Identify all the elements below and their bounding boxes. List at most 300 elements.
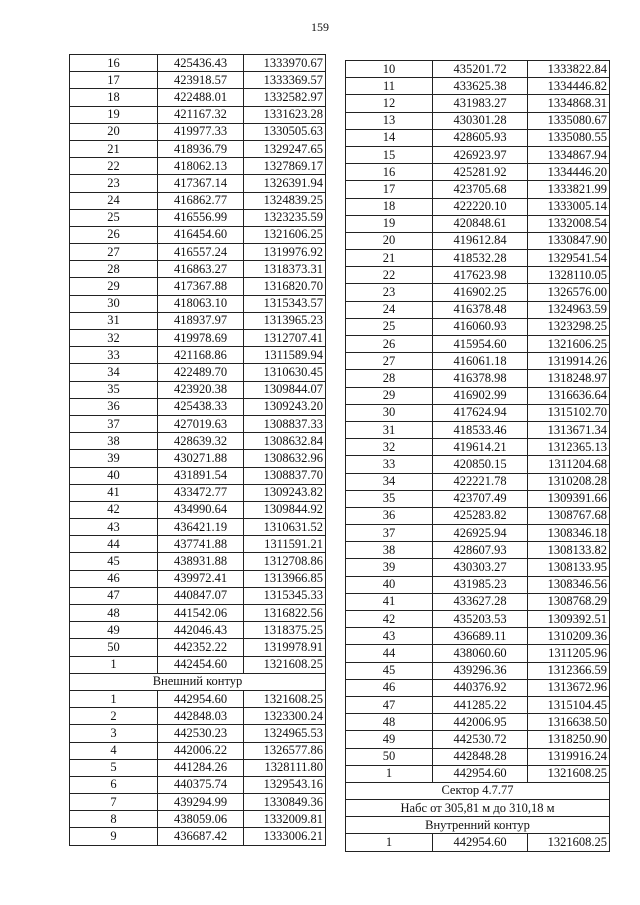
x-coordinate-cell: 433472.77 [158, 484, 244, 501]
right-table-body-lower [346, 834, 610, 851]
point-number-cell: 5 [70, 759, 158, 776]
table-row [70, 140, 326, 157]
point-number-cell: 33 [346, 456, 433, 473]
table-row [70, 261, 326, 278]
y-coordinate-cell: 1329541.54 [528, 250, 610, 267]
x-coordinate-cell: 435201.72 [433, 61, 528, 78]
table-row [70, 398, 326, 415]
x-coordinate-cell: 438060.60 [433, 645, 528, 662]
x-coordinate-cell: 418063.10 [158, 295, 244, 312]
table-row [70, 158, 326, 175]
point-number-cell: 7 [70, 794, 158, 811]
point-number-cell: 48 [346, 714, 433, 731]
y-coordinate-cell: 1330505.63 [244, 123, 326, 140]
table-row [70, 244, 326, 261]
sector-title: Сектор 4.7.77 [346, 782, 610, 799]
point-number-cell: 33 [70, 347, 158, 364]
x-coordinate-cell: 422221.78 [433, 473, 528, 490]
point-number-cell: 46 [70, 570, 158, 587]
point-number-cell: 32 [346, 439, 433, 456]
x-coordinate-cell: 415954.60 [433, 336, 528, 353]
point-number-cell: 43 [346, 628, 433, 645]
point-number-cell: 20 [346, 232, 433, 249]
y-coordinate-cell: 1333970.67 [244, 55, 326, 72]
x-coordinate-cell: 428607.93 [433, 542, 528, 559]
table-row [70, 570, 326, 587]
x-coordinate-cell: 420848.61 [433, 215, 528, 232]
y-coordinate-cell: 1330847.90 [528, 232, 610, 249]
table-row [346, 284, 610, 301]
point-number-cell: 22 [346, 267, 433, 284]
y-coordinate-cell: 1308346.18 [528, 525, 610, 542]
table-row [70, 742, 326, 759]
table-row [70, 536, 326, 553]
y-coordinate-cell: 1311204.68 [528, 456, 610, 473]
point-number-cell: 36 [70, 398, 158, 415]
point-number-cell: 29 [70, 278, 158, 295]
x-coordinate-cell: 416902.25 [433, 284, 528, 301]
table-row [346, 731, 610, 748]
x-coordinate-cell: 417367.14 [158, 175, 244, 192]
y-coordinate-cell: 1310630.45 [244, 364, 326, 381]
x-coordinate-cell: 426925.94 [433, 525, 528, 542]
table-row [70, 519, 326, 536]
y-coordinate-cell: 1316638.50 [528, 714, 610, 731]
table-row [346, 129, 610, 146]
y-coordinate-cell: 1310209.36 [528, 628, 610, 645]
table-row [70, 690, 326, 707]
table-row [346, 250, 610, 267]
table-row [346, 301, 610, 318]
point-number-cell: 20 [70, 123, 158, 140]
x-coordinate-cell: 416556.99 [158, 209, 244, 226]
x-coordinate-cell: 427019.63 [158, 415, 244, 432]
y-coordinate-cell: 1313672.96 [528, 679, 610, 696]
table-row [346, 78, 610, 95]
table-row [346, 439, 610, 456]
point-number-cell: 35 [346, 490, 433, 507]
point-number-cell: 44 [70, 536, 158, 553]
table-row [346, 456, 610, 473]
x-coordinate-cell: 418936.79 [158, 140, 244, 157]
point-number-cell: 42 [346, 611, 433, 628]
table-row [70, 776, 326, 793]
point-number-cell: 13 [346, 112, 433, 129]
y-coordinate-cell: 1313671.34 [528, 421, 610, 438]
y-coordinate-cell: 1312366.59 [528, 662, 610, 679]
point-number-cell: 26 [346, 336, 433, 353]
point-number-cell: 28 [70, 261, 158, 278]
table-row [70, 759, 326, 776]
table-row [346, 490, 610, 507]
table-row [346, 645, 610, 662]
table-row [70, 347, 326, 364]
y-coordinate-cell: 1321608.25 [528, 765, 610, 782]
table-row [346, 215, 610, 232]
table-row [346, 267, 610, 284]
table-row [70, 433, 326, 450]
point-number-cell: 23 [346, 284, 433, 301]
x-coordinate-cell: 417624.94 [433, 404, 528, 421]
y-coordinate-cell: 1308133.95 [528, 559, 610, 576]
point-number-cell: 38 [346, 542, 433, 559]
point-number-cell: 31 [70, 312, 158, 329]
x-coordinate-cell: 418062.13 [158, 158, 244, 175]
point-number-cell: 31 [346, 421, 433, 438]
point-number-cell: 46 [346, 679, 433, 696]
x-coordinate-cell: 439972.41 [158, 570, 244, 587]
point-number-cell: 38 [70, 433, 158, 450]
y-coordinate-cell: 1321608.25 [244, 690, 326, 707]
point-number-cell: 15 [346, 146, 433, 163]
y-coordinate-cell: 1316820.70 [244, 278, 326, 295]
y-coordinate-cell: 1311591.21 [244, 536, 326, 553]
table-row [70, 209, 326, 226]
x-coordinate-cell: 419977.33 [158, 123, 244, 140]
x-coordinate-cell: 422489.70 [158, 364, 244, 381]
x-coordinate-cell: 416378.48 [433, 301, 528, 318]
table-row [70, 123, 326, 140]
table-row [346, 473, 610, 490]
point-number-cell: 37 [70, 415, 158, 432]
y-coordinate-cell: 1331623.28 [244, 106, 326, 123]
table-row [346, 421, 610, 438]
table-row [346, 662, 610, 679]
table-row [346, 525, 610, 542]
table-row [346, 370, 610, 387]
table-row [346, 232, 610, 249]
y-coordinate-cell: 1321608.25 [244, 656, 326, 673]
point-number-cell: 27 [70, 244, 158, 261]
y-coordinate-cell: 1315345.33 [244, 587, 326, 604]
table-row [346, 696, 610, 713]
table-row [346, 164, 610, 181]
point-number-cell: 28 [346, 370, 433, 387]
table-row [70, 708, 326, 725]
y-coordinate-cell: 1324963.59 [528, 301, 610, 318]
x-coordinate-cell: 442530.72 [433, 731, 528, 748]
y-coordinate-cell: 1323298.25 [528, 318, 610, 335]
right-table-body-upper [346, 61, 610, 783]
point-number-cell: 22 [70, 158, 158, 175]
table-row [70, 312, 326, 329]
y-coordinate-cell: 1327869.17 [244, 158, 326, 175]
x-coordinate-cell: 417367.88 [158, 278, 244, 295]
table-row [70, 381, 326, 398]
table-row [346, 593, 610, 610]
x-coordinate-cell: 421168.86 [158, 347, 244, 364]
point-number-cell: 45 [346, 662, 433, 679]
table-row [346, 611, 610, 628]
y-coordinate-cell: 1319976.92 [244, 244, 326, 261]
y-coordinate-cell: 1332008.54 [528, 215, 610, 232]
table-row [346, 318, 610, 335]
section-heading-inner-contour: Внутренний контур [346, 817, 610, 834]
y-coordinate-cell: 1321608.25 [528, 834, 610, 851]
y-coordinate-cell: 1311589.94 [244, 347, 326, 364]
x-coordinate-cell: 430303.27 [433, 559, 528, 576]
point-number-cell: 45 [70, 553, 158, 570]
y-coordinate-cell: 1315102.70 [528, 404, 610, 421]
x-coordinate-cell: 416061.18 [433, 353, 528, 370]
y-coordinate-cell: 1308133.82 [528, 542, 610, 559]
table-row [70, 794, 326, 811]
x-coordinate-cell: 423920.38 [158, 381, 244, 398]
y-coordinate-cell: 1334867.94 [528, 146, 610, 163]
y-coordinate-cell: 1332582.97 [244, 89, 326, 106]
table-row [70, 175, 326, 192]
x-coordinate-cell: 442530.23 [158, 725, 244, 742]
y-coordinate-cell: 1335080.55 [528, 129, 610, 146]
table-row [70, 553, 326, 570]
y-coordinate-cell: 1308632.96 [244, 450, 326, 467]
y-coordinate-cell: 1313965.23 [244, 312, 326, 329]
y-coordinate-cell: 1308767.68 [528, 507, 610, 524]
point-number-cell: 25 [70, 209, 158, 226]
y-coordinate-cell: 1321606.25 [244, 226, 326, 243]
y-coordinate-cell: 1333006.21 [244, 828, 326, 845]
sector-subtitle: Набс от 305,81 м до 310,18 м [346, 800, 610, 817]
point-number-cell: 48 [70, 605, 158, 622]
point-number-cell: 21 [346, 250, 433, 267]
left-coordinates-table [69, 54, 326, 846]
point-number-cell: 1 [346, 765, 433, 782]
point-number-cell: 49 [346, 731, 433, 748]
point-number-cell: 24 [70, 192, 158, 209]
point-number-cell: 29 [346, 387, 433, 404]
x-coordinate-cell: 418532.28 [433, 250, 528, 267]
table-row [346, 198, 610, 215]
y-coordinate-cell: 1318248.97 [528, 370, 610, 387]
table-row [70, 278, 326, 295]
table-row [346, 748, 610, 765]
x-coordinate-cell: 436689.11 [433, 628, 528, 645]
x-coordinate-cell: 416378.98 [433, 370, 528, 387]
table-row [346, 765, 610, 782]
point-number-cell: 6 [70, 776, 158, 793]
right-table-sector [346, 782, 610, 834]
table-row [346, 834, 610, 851]
table-row [70, 192, 326, 209]
right-coordinates-table [345, 60, 610, 852]
point-number-cell: 10 [346, 61, 433, 78]
table-row [70, 450, 326, 467]
point-number-cell: 12 [346, 95, 433, 112]
y-coordinate-cell: 1326576.00 [528, 284, 610, 301]
point-number-cell: 47 [70, 587, 158, 604]
table-row [70, 587, 326, 604]
y-coordinate-cell: 1308837.33 [244, 415, 326, 432]
y-coordinate-cell: 1326577.86 [244, 742, 326, 759]
x-coordinate-cell: 417623.98 [433, 267, 528, 284]
table-row [70, 295, 326, 312]
point-number-cell: 16 [346, 164, 433, 181]
point-number-cell: 26 [70, 226, 158, 243]
table-row [346, 507, 610, 524]
table-row [70, 725, 326, 742]
point-number-cell: 36 [346, 507, 433, 524]
point-number-cell: 17 [70, 72, 158, 89]
point-number-cell: 19 [346, 215, 433, 232]
point-number-cell: 49 [70, 622, 158, 639]
x-coordinate-cell: 416060.93 [433, 318, 528, 335]
x-coordinate-cell: 419612.84 [433, 232, 528, 249]
y-coordinate-cell: 1315104.45 [528, 696, 610, 713]
table-row [346, 628, 610, 645]
x-coordinate-cell: 423707.49 [433, 490, 528, 507]
point-number-cell: 39 [70, 450, 158, 467]
point-number-cell: 8 [70, 811, 158, 828]
x-coordinate-cell: 431983.27 [433, 95, 528, 112]
x-coordinate-cell: 421167.32 [158, 106, 244, 123]
point-number-cell: 50 [70, 639, 158, 656]
x-coordinate-cell: 431985.23 [433, 576, 528, 593]
point-number-cell: 21 [70, 140, 158, 157]
point-number-cell: 30 [70, 295, 158, 312]
point-number-cell: 41 [70, 484, 158, 501]
x-coordinate-cell: 442006.95 [433, 714, 528, 731]
point-number-cell: 24 [346, 301, 433, 318]
y-coordinate-cell: 1315343.57 [244, 295, 326, 312]
point-number-cell: 18 [346, 198, 433, 215]
table-row [70, 639, 326, 656]
x-coordinate-cell: 416557.24 [158, 244, 244, 261]
x-coordinate-cell: 438931.88 [158, 553, 244, 570]
table-row [70, 828, 326, 845]
x-coordinate-cell: 416862.77 [158, 192, 244, 209]
x-coordinate-cell: 418937.97 [158, 312, 244, 329]
x-coordinate-cell: 433627.28 [433, 593, 528, 610]
x-coordinate-cell: 442848.03 [158, 708, 244, 725]
section-heading-outer-contour: Внешний контур [70, 673, 326, 690]
x-coordinate-cell: 419978.69 [158, 330, 244, 347]
y-coordinate-cell: 1312365.13 [528, 439, 610, 456]
y-coordinate-cell: 1312707.41 [244, 330, 326, 347]
left-table-body-upper [70, 55, 326, 674]
y-coordinate-cell: 1334446.20 [528, 164, 610, 181]
table-row [346, 61, 610, 78]
point-number-cell: 41 [346, 593, 433, 610]
y-coordinate-cell: 1311205.96 [528, 645, 610, 662]
table-row [346, 559, 610, 576]
table-row [70, 605, 326, 622]
y-coordinate-cell: 1330849.36 [244, 794, 326, 811]
point-number-cell: 34 [70, 364, 158, 381]
x-coordinate-cell: 441285.22 [433, 696, 528, 713]
y-coordinate-cell: 1310208.28 [528, 473, 610, 490]
point-number-cell: 25 [346, 318, 433, 335]
y-coordinate-cell: 1324839.25 [244, 192, 326, 209]
table-row [346, 181, 610, 198]
x-coordinate-cell: 416863.27 [158, 261, 244, 278]
x-coordinate-cell: 430301.28 [433, 112, 528, 129]
point-number-cell: 30 [346, 404, 433, 421]
y-coordinate-cell: 1332009.81 [244, 811, 326, 828]
point-number-cell: 40 [70, 467, 158, 484]
y-coordinate-cell: 1326391.94 [244, 175, 326, 192]
x-coordinate-cell: 422220.10 [433, 198, 528, 215]
table-row [346, 95, 610, 112]
y-coordinate-cell: 1310631.52 [244, 519, 326, 536]
point-number-cell: 18 [70, 89, 158, 106]
x-coordinate-cell: 426923.97 [433, 146, 528, 163]
x-coordinate-cell: 425281.92 [433, 164, 528, 181]
x-coordinate-cell: 433625.38 [433, 78, 528, 95]
table-row [346, 353, 610, 370]
x-coordinate-cell: 428639.32 [158, 433, 244, 450]
y-coordinate-cell: 1308837.70 [244, 467, 326, 484]
table-row [346, 336, 610, 353]
y-coordinate-cell: 1318250.90 [528, 731, 610, 748]
point-number-cell: 1 [346, 834, 433, 851]
y-coordinate-cell: 1328110.05 [528, 267, 610, 284]
table-row [70, 656, 326, 673]
table-row [70, 364, 326, 381]
y-coordinate-cell: 1334446.82 [528, 78, 610, 95]
y-coordinate-cell: 1319916.24 [528, 748, 610, 765]
point-number-cell: 17 [346, 181, 433, 198]
y-coordinate-cell: 1309243.82 [244, 484, 326, 501]
point-number-cell: 19 [70, 106, 158, 123]
y-coordinate-cell: 1313966.85 [244, 570, 326, 587]
point-number-cell: 42 [70, 501, 158, 518]
point-number-cell: 11 [346, 78, 433, 95]
x-coordinate-cell: 435203.53 [433, 611, 528, 628]
y-coordinate-cell: 1318375.25 [244, 622, 326, 639]
x-coordinate-cell: 442454.60 [158, 656, 244, 673]
point-number-cell: 43 [70, 519, 158, 536]
table-row [70, 55, 326, 72]
y-coordinate-cell: 1333005.14 [528, 198, 610, 215]
x-coordinate-cell: 437741.88 [158, 536, 244, 553]
point-number-cell: 23 [70, 175, 158, 192]
point-number-cell: 35 [70, 381, 158, 398]
y-coordinate-cell: 1309243.20 [244, 398, 326, 415]
x-coordinate-cell: 436687.42 [158, 828, 244, 845]
table-row [70, 89, 326, 106]
left-table-body-lower [70, 690, 326, 845]
table-row [70, 622, 326, 639]
point-number-cell: 1 [70, 690, 158, 707]
table-row [346, 679, 610, 696]
table-row [70, 811, 326, 828]
y-coordinate-cell: 1312708.86 [244, 553, 326, 570]
y-coordinate-cell: 1329543.16 [244, 776, 326, 793]
table-row [70, 106, 326, 123]
x-coordinate-cell: 442006.22 [158, 742, 244, 759]
y-coordinate-cell: 1316822.56 [244, 605, 326, 622]
point-number-cell: 2 [70, 708, 158, 725]
point-number-cell: 37 [346, 525, 433, 542]
x-coordinate-cell: 419614.21 [433, 439, 528, 456]
x-coordinate-cell: 418533.46 [433, 421, 528, 438]
y-coordinate-cell: 1333821.99 [528, 181, 610, 198]
y-coordinate-cell: 1309391.66 [528, 490, 610, 507]
x-coordinate-cell: 425436.43 [158, 55, 244, 72]
x-coordinate-cell: 416902.99 [433, 387, 528, 404]
x-coordinate-cell: 438059.06 [158, 811, 244, 828]
point-number-cell: 34 [346, 473, 433, 490]
x-coordinate-cell: 431891.54 [158, 467, 244, 484]
x-coordinate-cell: 442046.43 [158, 622, 244, 639]
point-number-cell: 40 [346, 576, 433, 593]
y-coordinate-cell: 1334868.31 [528, 95, 610, 112]
table-row [346, 714, 610, 731]
table-row [346, 146, 610, 163]
x-coordinate-cell: 440375.74 [158, 776, 244, 793]
y-coordinate-cell: 1309392.51 [528, 611, 610, 628]
y-coordinate-cell: 1309844.07 [244, 381, 326, 398]
